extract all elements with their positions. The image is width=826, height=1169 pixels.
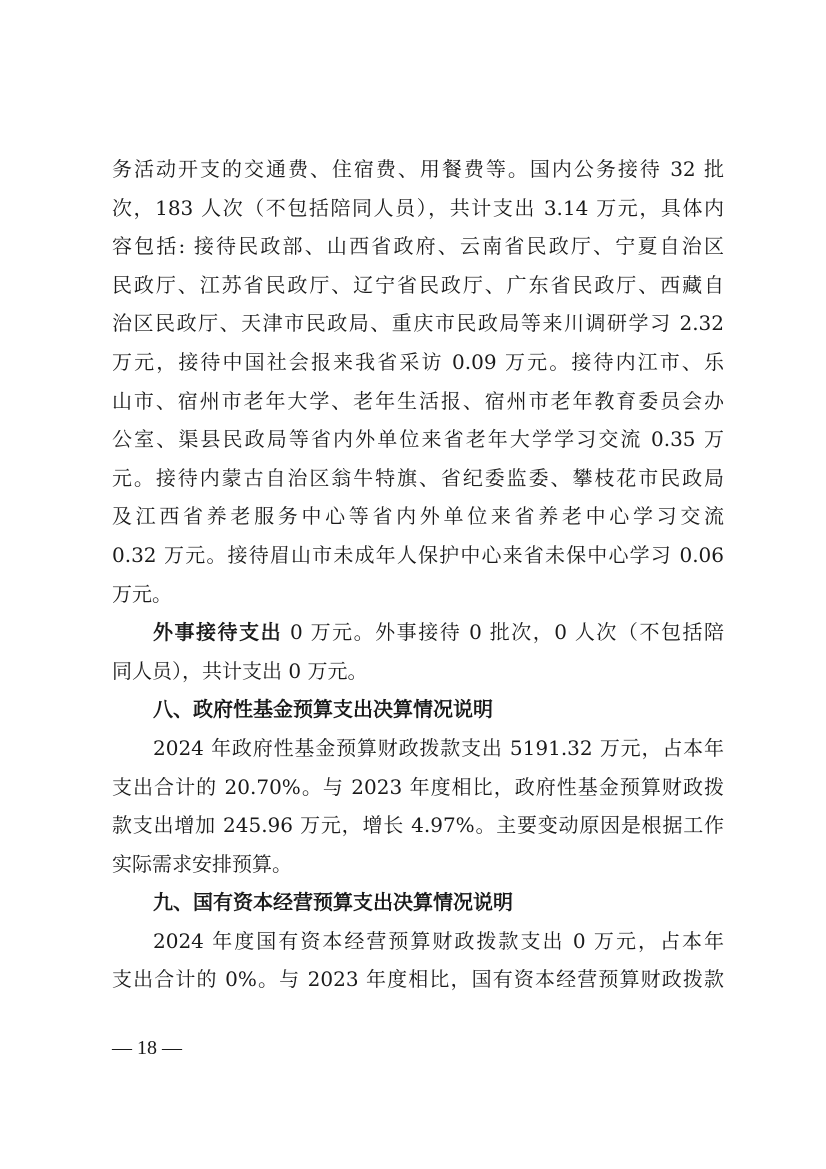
- text-line: 万元，接待中国社会报来我省采访 0.09 万元。接待内江市、乐: [112, 349, 724, 374]
- document-body: [112, 150, 724, 999]
- bold-lead-text: 外事接待支出: [153, 620, 283, 645]
- text-line: 公室、渠县民政局等省内外单位来省老年大学学习交流 0.35 万: [112, 427, 724, 452]
- text-line: 0.32 万元。接待眉山市未成年人保护中心来省未保中心学习 0.06: [112, 542, 724, 567]
- page-number: — 18 —: [112, 1037, 182, 1059]
- text-line: 治区民政厅、天津市民政局、重庆市民政局等来川调研学习 2.32: [112, 311, 724, 336]
- text-line: [112, 613, 724, 652]
- text-line: 元。接待内蒙古自治区翁牛特旗、省纪委监委、攀枝花市民政局: [112, 465, 724, 490]
- text-line: 2024 年度国有资本经营预算财政拨款支出 0 万元，占本年: [153, 928, 724, 953]
- text-line: 山市、宿州市老年大学、老年生活报、宿州市老年教育委员会办: [112, 388, 724, 413]
- text-line: 支出合计的 20.70%。与 2023 年度相比，政府性基金预算财政拨: [112, 774, 724, 799]
- text-line: 万元。: [112, 581, 172, 606]
- text-line: 同人员），共计支出 0 万元。: [112, 658, 368, 683]
- text-line: 容包括: 接待民政部、山西省政府、云南省民政厅、宁夏自治区: [112, 234, 724, 259]
- text-line: 支出合计的 0%。与 2023 年度相比，国有资本经营预算财政拨款: [112, 967, 724, 992]
- text-line: 2024 年政府性基金预算财政拨款支出 5191.32 万元，占本年: [153, 735, 724, 760]
- text-line: 次，183 人次（不包括陪同人员），共计支出 3.14 万元，具体内: [112, 195, 724, 220]
- text-line: 款支出增加 245.96 万元，增长 4.97%。主要变动原因是根据工作: [112, 813, 724, 838]
- text-line: 及江西省养老服务中心等省内外单位来省养老中心学习交流: [112, 504, 724, 529]
- text-line: 务活动开支的交通费、住宿费、用餐费等。国内公务接待 32 批: [112, 157, 724, 181]
- text-run: 0 万元。外事接待 0 批次，0 人次（不包括陪: [282, 620, 724, 645]
- section-heading: 八、政府性基金预算支出决算情况说明: [153, 697, 493, 722]
- text-line: 民政厅、江苏省民政厅、辽宁省民政厅、广东省民政厅、西藏自: [112, 272, 724, 297]
- section-heading: 九、国有资本经营预算支出决算情况说明: [153, 890, 513, 915]
- text-line: 实际需求安排预算。: [112, 851, 292, 876]
